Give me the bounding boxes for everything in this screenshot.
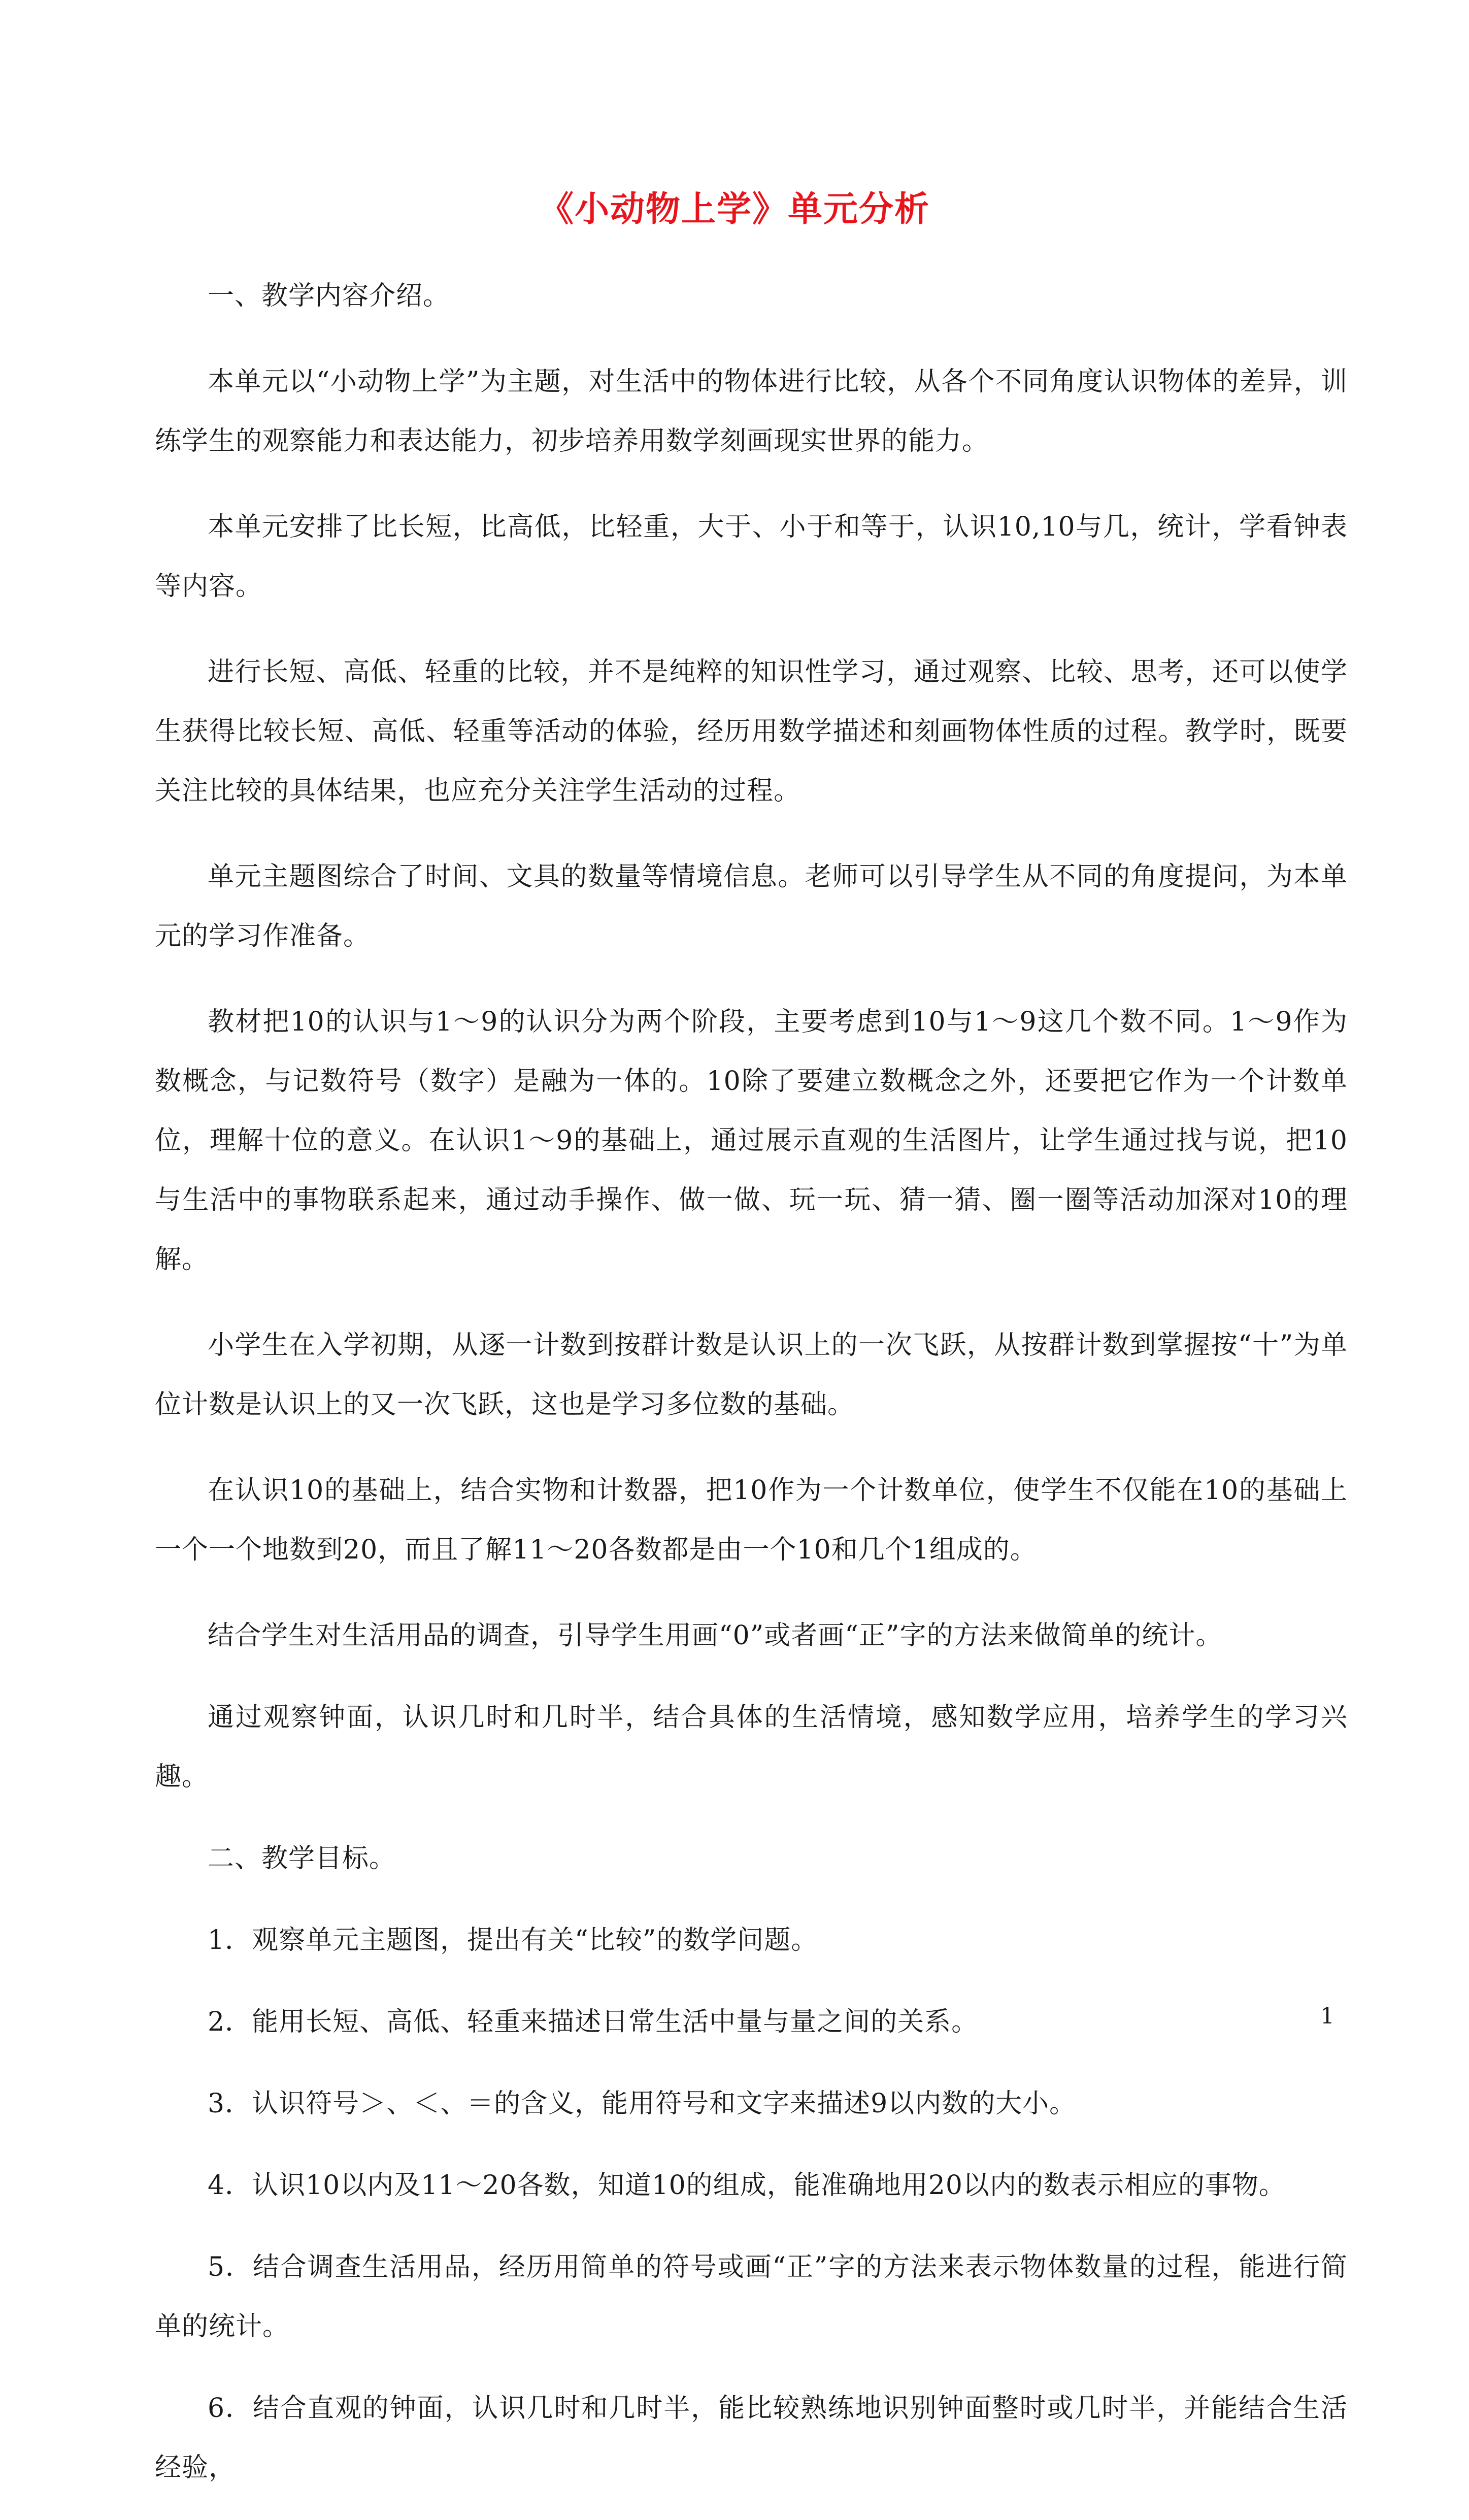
paragraph: 教材把10的认识与1～9的认识分为两个阶段，主要考虑到10与1～9这几个数不同。1～9作为数概念，与记数符号（数字）是融为一体的。10除了要建立数概念之外，还要把它作为一个计数单位，理解十位的意义。在认识1～9的基础上，通过展示直观的生活图片，让学生通过找与说，把10与生活中的事物联系起来，通过动手操作、做一做、玩一玩、猜一猜、圈一圈等活动加深对10的理解。 (155, 1007, 1348, 1275)
paragraph: 在认识10的基础上，结合实物和计数器，把10作为一个计数单位，使学生不仅能在10的基础上一个一个地数到20，而且了解11～20各数都是由一个10和几个1组成的。 (155, 1475, 1348, 1565)
goal-item: 5．结合调查生活用品，经历用简单的符号或画“正”字的方法来表示物体数量的过程，能进行简单的统计。 (155, 2252, 1348, 2342)
goal-item: 6．结合直观的钟面，认识几时和几时半，能比较熟练地识别钟面整时或几时半，并能结合生活经验， (155, 2393, 1348, 2483)
paragraph: 单元主题图综合了时间、文具的数量等情境信息。老师可以引导学生从不同的角度提问，为本单元的学习作准备。 (155, 861, 1348, 951)
document-title: 《小动物上学》单元分析 (539, 189, 930, 229)
document-body (155, 267, 1348, 2520)
goal-item: 2．能用长短、高低、轻重来描述日常生活中量与量之间的关系。 (208, 2007, 979, 2037)
goal-item: 3．认识符号＞、＜、＝的含义，能用符号和文字来描述9以内数的大小。 (208, 2088, 1077, 2119)
page-number: 1 (1320, 2003, 1334, 2029)
goal-item: 1．观察单元主题图，提出有关“比较”的数学问题。 (208, 1925, 818, 1955)
section-heading-content-intro: 一、教学内容介绍。 (208, 281, 450, 311)
paragraph: 进行长短、高低、轻重的比较，并不是纯粹的知识性学习，通过观察、比较、思考，还可以使学生获得比较长短、高低、轻重等活动的体验，经历用数学描述和刻画物体性质的过程。教学时，既要关注比较的具体结果，也应充分关注学生活动的过程。 (155, 657, 1348, 806)
section-heading-teaching-goals: 二、教学目标。 (208, 1843, 396, 1874)
goal-item: 4．认识10以内及11～20各数，知道10的组成，能准确地用20以内的数表示相应的事物。 (208, 2170, 1286, 2201)
paragraph: 通过观察钟面，认识几时和几时半，结合具体的生活情境，感知数学应用，培养学生的学习兴趣。 (155, 1702, 1348, 1792)
paragraph: 结合学生对生活用品的调查，引导学生用画“0”或者画“正”字的方法来做简单的统计。 (208, 1620, 1223, 1651)
paragraph: 本单元安排了比长短，比高低，比轻重，大于、小于和等于，认识10,10与几，统计，学看钟表等内容。 (155, 512, 1348, 602)
paragraph: 小学生在入学初期，从逐一计数到按群计数是认识上的一次飞跃，从按群计数到掌握按“十”为单位计数是认识上的又一次飞跃，这也是学习多位数的基础。 (155, 1330, 1348, 1420)
paragraph: 本单元以“小动物上学”为主题，对生活中的物体进行比较，从各个不同角度认识物体的差异，训练学生的观察能力和表达能力，初步培养用数学刻画现实世界的能力。 (155, 367, 1348, 456)
